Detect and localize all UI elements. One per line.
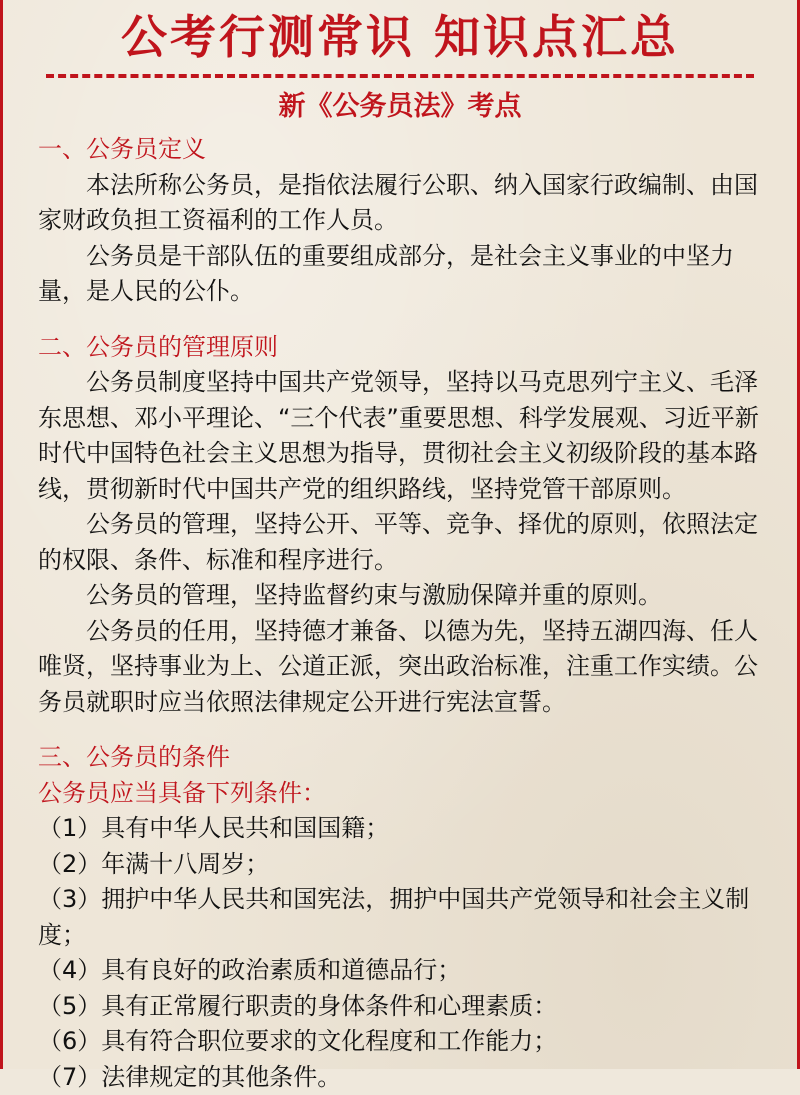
left-border: [0, 0, 3, 1069]
condition-item: （6）具有符合职位要求的文化程度和工作能力；: [38, 1024, 762, 1060]
title-divider: [46, 74, 754, 78]
paragraph: 公务员是干部队伍的重要组成部分，是社会主义事业的中坚力量，是人民的公仆。: [38, 239, 762, 310]
condition-item: （4）具有良好的政治素质和道德品行；: [38, 953, 762, 989]
condition-item: （5）具有正常履行职责的身体条件和心理素质：: [38, 989, 762, 1025]
condition-item: （1）具有中华人民共和国国籍；: [38, 811, 762, 847]
paragraph: 公务员的管理，坚持公开、平等、竞争、择优的原则，依照法定的权限、条件、标准和程序进行。: [38, 507, 762, 578]
section-heading-conditions: 三、公务员的条件: [38, 740, 762, 776]
document-body: [38, 132, 762, 1095]
page-title: 公考行测常识 知识点汇总: [0, 8, 800, 66]
condition-item: （2）年满十八周岁；: [38, 847, 762, 883]
section-heading-principles: 二、公务员的管理原则: [38, 330, 762, 366]
paragraph: 公务员的任用，坚持德才兼备、以德为先，坚持五湖四海、任人唯贤，坚持事业为上、公道正派，突出政治标准，注重工作实绩。公务员就职时应当依照法律规定公开进行宪法宣誓。: [38, 614, 762, 721]
section-heading-definition: 一、公务员定义: [38, 132, 762, 168]
spacer: [38, 310, 762, 330]
page-subtitle: 新《公务员法》考点: [0, 88, 800, 126]
paragraph: 公务员制度坚持中国共产党领导，坚持以马克思列宁主义、毛泽东思想、邓小平理论、“三个代表”重要思想、科学发展观、习近平新时代中国特色社会主义思想为指导，贯彻社会主义初级阶段的基本路线，贯彻新时代中国共产党的组织路线，坚持党管干部原则。: [38, 365, 762, 507]
spacer: [38, 720, 762, 740]
paragraph: 公务员的管理，坚持监督约束与激励保障并重的原则。: [38, 578, 762, 614]
conditions-intro: 公务员应当具备下列条件：: [38, 776, 762, 812]
condition-item: （7）法律规定的其他条件。: [38, 1060, 762, 1095]
paragraph: 本法所称公务员，是指依法履行公职、纳入国家行政编制、由国家财政负担工资福利的工作人员。: [38, 168, 762, 239]
condition-item: （3）拥护中华人民共和国宪法，拥护中国共产党领导和社会主义制度；: [38, 882, 762, 953]
